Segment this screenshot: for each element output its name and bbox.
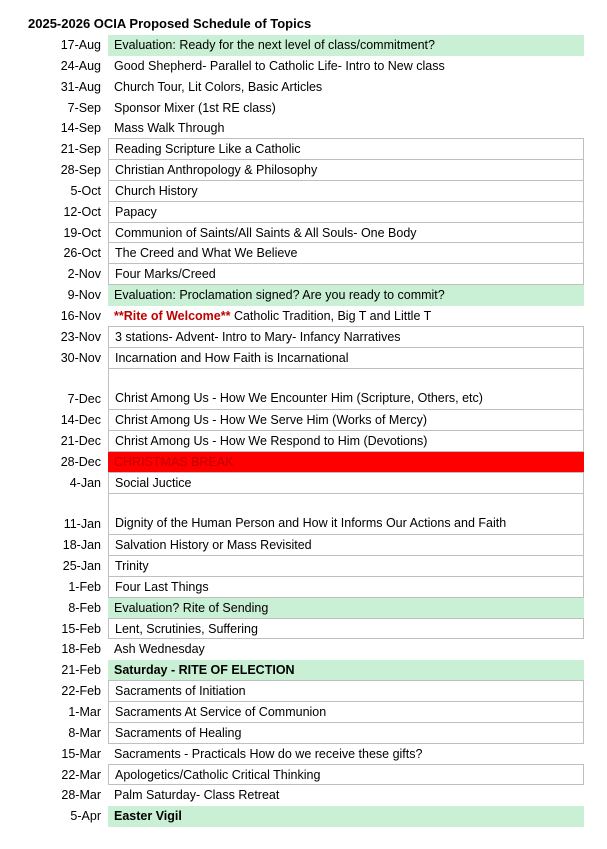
row-topic (108, 409, 584, 431)
schedule-row (28, 431, 584, 452)
topic-text: 3 stations- Advent- Intro to Mary- Infancy Narratives (115, 329, 401, 344)
page-title: 2025-2026 OCIA Proposed Schedule of Topics (28, 16, 312, 31)
row-date: 12-Oct (63, 204, 101, 219)
row-topic (108, 660, 584, 681)
schedule-row (28, 765, 584, 786)
schedule-table (28, 35, 584, 827)
topic-text: Church Tour, Lit Colors, Basic Articles (114, 79, 323, 94)
row-date: 9-Nov (67, 288, 101, 303)
schedule-row (28, 285, 584, 306)
row-topic (108, 472, 584, 494)
schedule-row (28, 639, 584, 660)
row-date: 30-Nov (60, 350, 101, 365)
row-date: 18-Feb (61, 642, 101, 657)
schedule-row (28, 660, 584, 681)
schedule-row (28, 723, 584, 744)
schedule-row (28, 56, 584, 77)
topic-text: Dignity of the Human Person and How it Informs Our Actions and Faith (115, 516, 507, 531)
row-topic (108, 35, 584, 56)
topic-text: Four Marks/Creed (115, 267, 216, 282)
topic-text: Christian Anthropology & Philosophy (115, 163, 318, 178)
schedule-row (28, 806, 584, 827)
rite-label: **Rite of Welcome** (114, 308, 231, 323)
row-date: 21-Feb (61, 663, 101, 678)
topic-text: Four Last Things (115, 579, 209, 594)
topic-text: The Creed and What We Believe (115, 246, 298, 261)
topic-text: Saturday - RITE OF ELECTION (114, 663, 295, 678)
row-topic (108, 493, 584, 536)
row-topic (108, 639, 584, 660)
row-topic (108, 452, 584, 473)
row-date: 5-Apr (70, 809, 101, 824)
topic-text: Catholic Tradition, Big T and Little T (230, 308, 432, 323)
topic-text: Christ Among Us - How We Serve Him (Works of Mercy) (115, 413, 428, 428)
topic-text: Christ Among Us - How We Encounter Him (Scripture, Others, etc) (115, 391, 483, 406)
schedule-row (28, 181, 584, 202)
topic-text: Good Shepherd- Parallel to Catholic Life- Intro to New class (114, 58, 445, 73)
row-topic (108, 576, 584, 598)
row-topic (108, 56, 584, 77)
topic-text: Evaluation: Proclamation signed? Are you ready to commit? (114, 288, 445, 303)
topic-text: Lent, Scrutinies, Suffering (115, 621, 258, 636)
schedule-row (28, 306, 584, 327)
row-date: 15-Feb (61, 621, 101, 636)
schedule-row (28, 494, 584, 536)
schedule-row (28, 139, 584, 160)
schedule-row (28, 681, 584, 702)
topic-text: Easter Vigil (114, 809, 182, 824)
schedule-row (28, 98, 584, 119)
row-topic (108, 598, 584, 619)
schedule-row (28, 556, 584, 577)
schedule-row (28, 744, 584, 765)
schedule-row (28, 118, 584, 139)
topic-text: CHRISTMAS BREAK (114, 454, 234, 469)
row-date: 5-Oct (70, 183, 101, 198)
row-date: 21-Dec (60, 434, 101, 449)
row-date: 1-Mar (68, 705, 101, 719)
row-date: 21-Sep (60, 142, 101, 157)
topic-text: Salvation History or Mass Revisited (115, 538, 312, 553)
topic-text: Palm Saturday- Class Retreat (114, 788, 280, 803)
schedule-row (28, 223, 584, 244)
row-topic (108, 242, 584, 264)
row-topic (108, 806, 584, 827)
row-topic (108, 77, 584, 98)
row-topic (108, 285, 584, 306)
row-topic (108, 118, 584, 139)
row-date: 8-Mar (68, 725, 101, 740)
topic-text: Sacraments At Service of Communion (115, 705, 327, 719)
row-topic (108, 701, 584, 723)
schedule-row (28, 535, 584, 556)
row-date: 7-Dec (67, 392, 101, 407)
row-date: 28-Mar (61, 788, 101, 803)
row-date: 14-Sep (60, 121, 101, 136)
schedule-row (28, 327, 584, 348)
row-topic (108, 722, 584, 744)
row-topic (108, 744, 584, 765)
row-date: 11-Jan (63, 517, 101, 532)
topic-text: Mass Walk Through (114, 121, 225, 136)
row-date: 7-Sep (67, 100, 101, 115)
row-date: 31-Aug (60, 79, 101, 94)
row-topic (108, 534, 584, 556)
row-date: 23-Nov (60, 329, 101, 344)
topic-text: Evaluation? Rite of Sending (114, 600, 269, 615)
schedule-row (28, 452, 584, 473)
row-topic (108, 368, 584, 411)
topic-text: Social Juctice (115, 475, 192, 490)
schedule-row (28, 160, 584, 181)
row-topic (108, 785, 584, 806)
schedule-row (28, 598, 584, 619)
topic-text: Papacy (115, 204, 157, 219)
row-date: 25-Jan (62, 559, 101, 574)
row-date: 22-Mar (61, 767, 101, 782)
row-date: 2-Nov (67, 267, 101, 282)
schedule-row (28, 785, 584, 806)
row-date: 1-Feb (68, 579, 101, 594)
topic-text: Ash Wednesday (114, 642, 205, 657)
row-date: 8-Feb (68, 600, 101, 615)
schedule-row (28, 473, 584, 494)
row-topic (108, 347, 584, 369)
topic-text: Trinity (115, 559, 149, 574)
topic-text: Sacraments of Healing (115, 725, 242, 740)
row-date: 28-Dec (60, 454, 101, 469)
schedule-row (28, 577, 584, 598)
topic-text: Church History (115, 183, 198, 198)
topic-text: Evaluation: Ready for the next level of class/commitment? (114, 38, 435, 52)
row-date: 19-Oct (63, 225, 101, 240)
row-topic (108, 98, 584, 119)
row-date: 26-Oct (63, 246, 101, 261)
topic-text: Christ Among Us - How We Respond to Him (Devotions) (115, 434, 428, 449)
schedule-row (28, 77, 584, 98)
row-topic (108, 159, 584, 181)
row-date: 16-Nov (60, 308, 101, 323)
row-topic (108, 138, 584, 160)
schedule-row (28, 202, 584, 223)
row-date: 22-Feb (61, 684, 101, 699)
schedule-row (28, 35, 584, 56)
schedule-row (28, 369, 584, 411)
row-topic (108, 764, 584, 786)
row-topic (108, 680, 584, 702)
row-date: 18-Jan (62, 538, 101, 553)
schedule-row (28, 619, 584, 640)
row-topic (108, 618, 584, 640)
row-date: 14-Dec (60, 413, 101, 428)
topic-text: Sponsor Mixer (1st RE class) (114, 100, 276, 115)
row-date: 15-Mar (61, 746, 101, 761)
row-date: 24-Aug (60, 58, 101, 73)
topic-text: Reading Scripture Like a Catholic (115, 142, 301, 157)
row-topic (108, 201, 584, 223)
row-topic (108, 555, 584, 577)
schedule-row (28, 410, 584, 431)
topic-text: Sacraments of Initiation (115, 684, 246, 699)
row-topic (108, 326, 584, 348)
row-topic (108, 430, 584, 452)
row-topic (108, 222, 584, 244)
row-topic (108, 180, 584, 202)
topic-text: Apologetics/Catholic Critical Thinking (115, 767, 321, 782)
schedule-row (28, 243, 584, 264)
schedule-row (28, 348, 584, 369)
row-topic (108, 263, 584, 285)
topic-text: Communion of Saints/All Saints & All Souls- One Body (115, 225, 417, 240)
row-date: 17-Aug (60, 38, 101, 52)
topic-text: Incarnation and How Faith is Incarnational (115, 350, 349, 365)
topic-text: Sacraments - Practicals How do we receive these gifts? (114, 746, 423, 761)
schedule-row (28, 264, 584, 285)
schedule-row (28, 702, 584, 723)
row-date: 4-Jan (69, 475, 101, 490)
row-date: 28-Sep (60, 163, 101, 178)
row-topic (108, 306, 584, 327)
